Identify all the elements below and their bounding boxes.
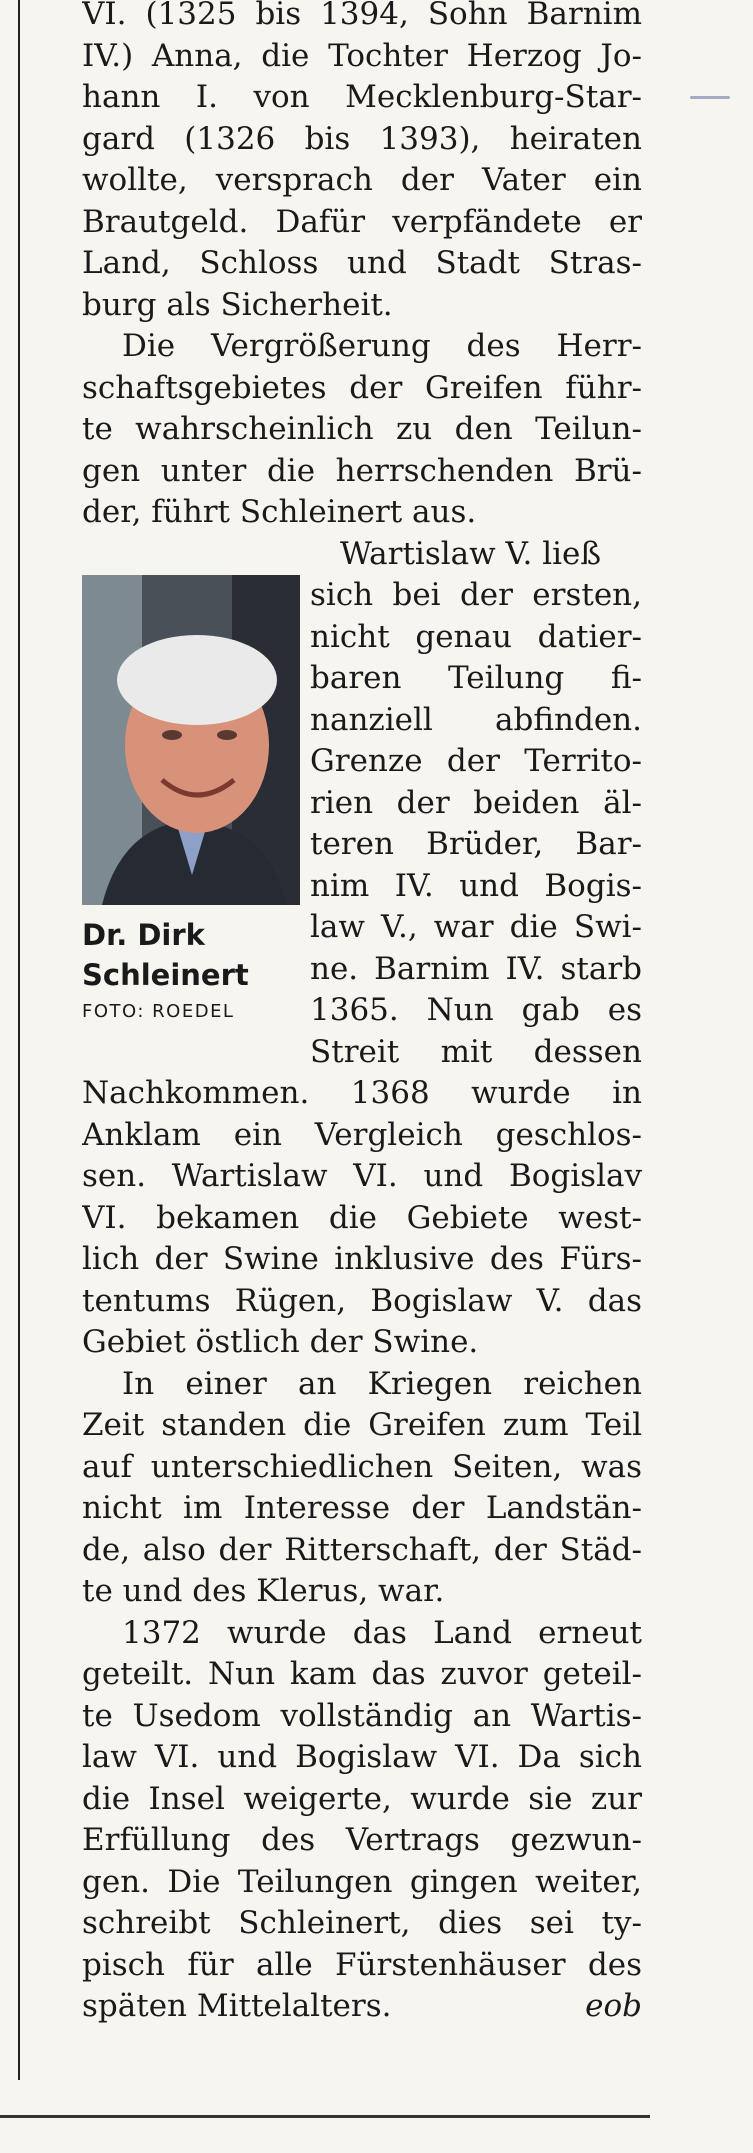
- text-line: 1372 wurde das Land erneut: [122, 1614, 642, 1651]
- article-column: [82, 0, 642, 2028]
- text-line: te wahrscheinlich zu den Teilun-: [82, 411, 642, 447]
- photo-credit: FOTO: ROEDEL: [82, 1000, 235, 1022]
- paragraph-3: [82, 534, 642, 1364]
- wrapped-text: [310, 534, 642, 1074]
- text-line: sich bei der ersten,: [310, 577, 642, 613]
- text-line: Erfüllung des Vertrags gezwun-: [82, 1822, 642, 1858]
- text-line: Nachkommen. 1368 wurde in: [82, 1075, 642, 1111]
- text-line: schreibt Schleinert, dies sei ty-: [82, 1905, 642, 1941]
- text-line: law V., war die Swi-: [310, 909, 642, 945]
- text-line: ne. Barnim IV. starb: [310, 950, 642, 987]
- text-line: pisch für alle Fürstenhäuser des: [82, 1946, 642, 1983]
- text-line: IV.) Anna, die Tochter Herzog Jo-: [82, 37, 642, 74]
- ink-smudge: [690, 96, 730, 99]
- portrait-photo: [82, 575, 300, 905]
- author-signature: eob: [585, 1988, 642, 2024]
- text-line: Gebiet östlich der Swine.: [82, 1324, 479, 1360]
- text-line: sen. Wartislaw VI. und Bogislav: [82, 1158, 642, 1194]
- photo-caption: [82, 915, 300, 1029]
- text-line: de, also der Ritterschaft, der Städ-: [82, 1531, 642, 1568]
- text-line: nicht genau datier-: [310, 618, 642, 655]
- text-line: 1365. Nun gab es: [310, 992, 642, 1028]
- portrait-photo-illustration: [82, 575, 300, 905]
- text-line: te Usedom vollständig an Wartis-: [82, 1697, 642, 1734]
- text-line: Streit mit dessen: [310, 1033, 642, 1070]
- paragraph-5: [82, 1613, 642, 2028]
- text-line: te und des Klerus, war.: [82, 1573, 445, 1609]
- text-line: teren Brüder, Bar-: [310, 826, 642, 862]
- text-line: Grenze der Territo-: [310, 743, 642, 779]
- text-line: burg als Sicherheit.: [82, 286, 393, 323]
- text-line: gen unter die herrschenden Brü-: [82, 452, 642, 489]
- text-line: baren Teilung fi-: [310, 660, 642, 696]
- text-line: In einer an Kriegen reichen: [122, 1365, 642, 1402]
- text-line-final-content: späten Mittelalters.: [82, 1988, 392, 2024]
- text-line: tentums Rügen, Bogislaw V. das: [82, 1282, 642, 1319]
- text-line: Anklam ein Vergleich geschlos-: [82, 1116, 642, 1153]
- column-divider-rule: [18, 0, 20, 2080]
- text-line-final: [82, 1986, 642, 2028]
- text-line: gard (1326 bis 1393), heiraten: [82, 120, 642, 157]
- paragraph-4: [82, 1364, 642, 1613]
- text-line: geteilt. Nun kam das zuvor geteil-: [82, 1656, 642, 1692]
- text-line: Land, Schloss und Stadt Stras-: [82, 245, 642, 281]
- text-line: Zeit standen die Greifen zum Teil: [82, 1407, 642, 1443]
- text-line: Wartislaw V. ließ: [340, 535, 602, 572]
- text-line: schaftsgebietes der Greifen führ-: [82, 369, 642, 406]
- caption-name-line: Schleinert: [82, 957, 249, 992]
- text-line: Brautgeld. Dafür verpfändete er: [82, 203, 642, 240]
- paragraph-2: [82, 326, 642, 534]
- text-line: VI. bekamen die Gebiete west-: [82, 1199, 642, 1236]
- text-line: nanziell abfinden.: [310, 701, 642, 738]
- text-line: der, führt Schleinert aus.: [82, 494, 477, 530]
- text-line: rien der beiden äl-: [310, 784, 642, 821]
- text-line: nicht im Interesse der Landstän-: [82, 1490, 642, 1526]
- paragraph-1: [82, 0, 642, 326]
- caption-name-line: Dr. Dirk: [82, 917, 205, 952]
- text-line: hann I. von Mecklenburg-Star-: [82, 79, 642, 115]
- text-line: law VI. und Bogislaw VI. Da sich: [82, 1739, 642, 1775]
- text-line: Die Vergrößerung des Herr-: [122, 328, 642, 364]
- text-line: wollte, versprach der Vater ein: [82, 162, 642, 198]
- text-line: die Insel weigerte, wurde sie zur: [82, 1780, 642, 1817]
- text-line: nim IV. und Bogis-: [310, 867, 642, 904]
- text-line: gen. Die Teilungen gingen weiter,: [82, 1863, 642, 1900]
- text-line: lich der Swine inklusive des Fürs-: [82, 1241, 642, 1277]
- text-line: auf unterschiedlichen Seiten, was: [82, 1448, 642, 1485]
- bottom-rule: [0, 2115, 650, 2118]
- text-line: VI. (1325 bis 1394, Sohn Barnim: [82, 0, 642, 32]
